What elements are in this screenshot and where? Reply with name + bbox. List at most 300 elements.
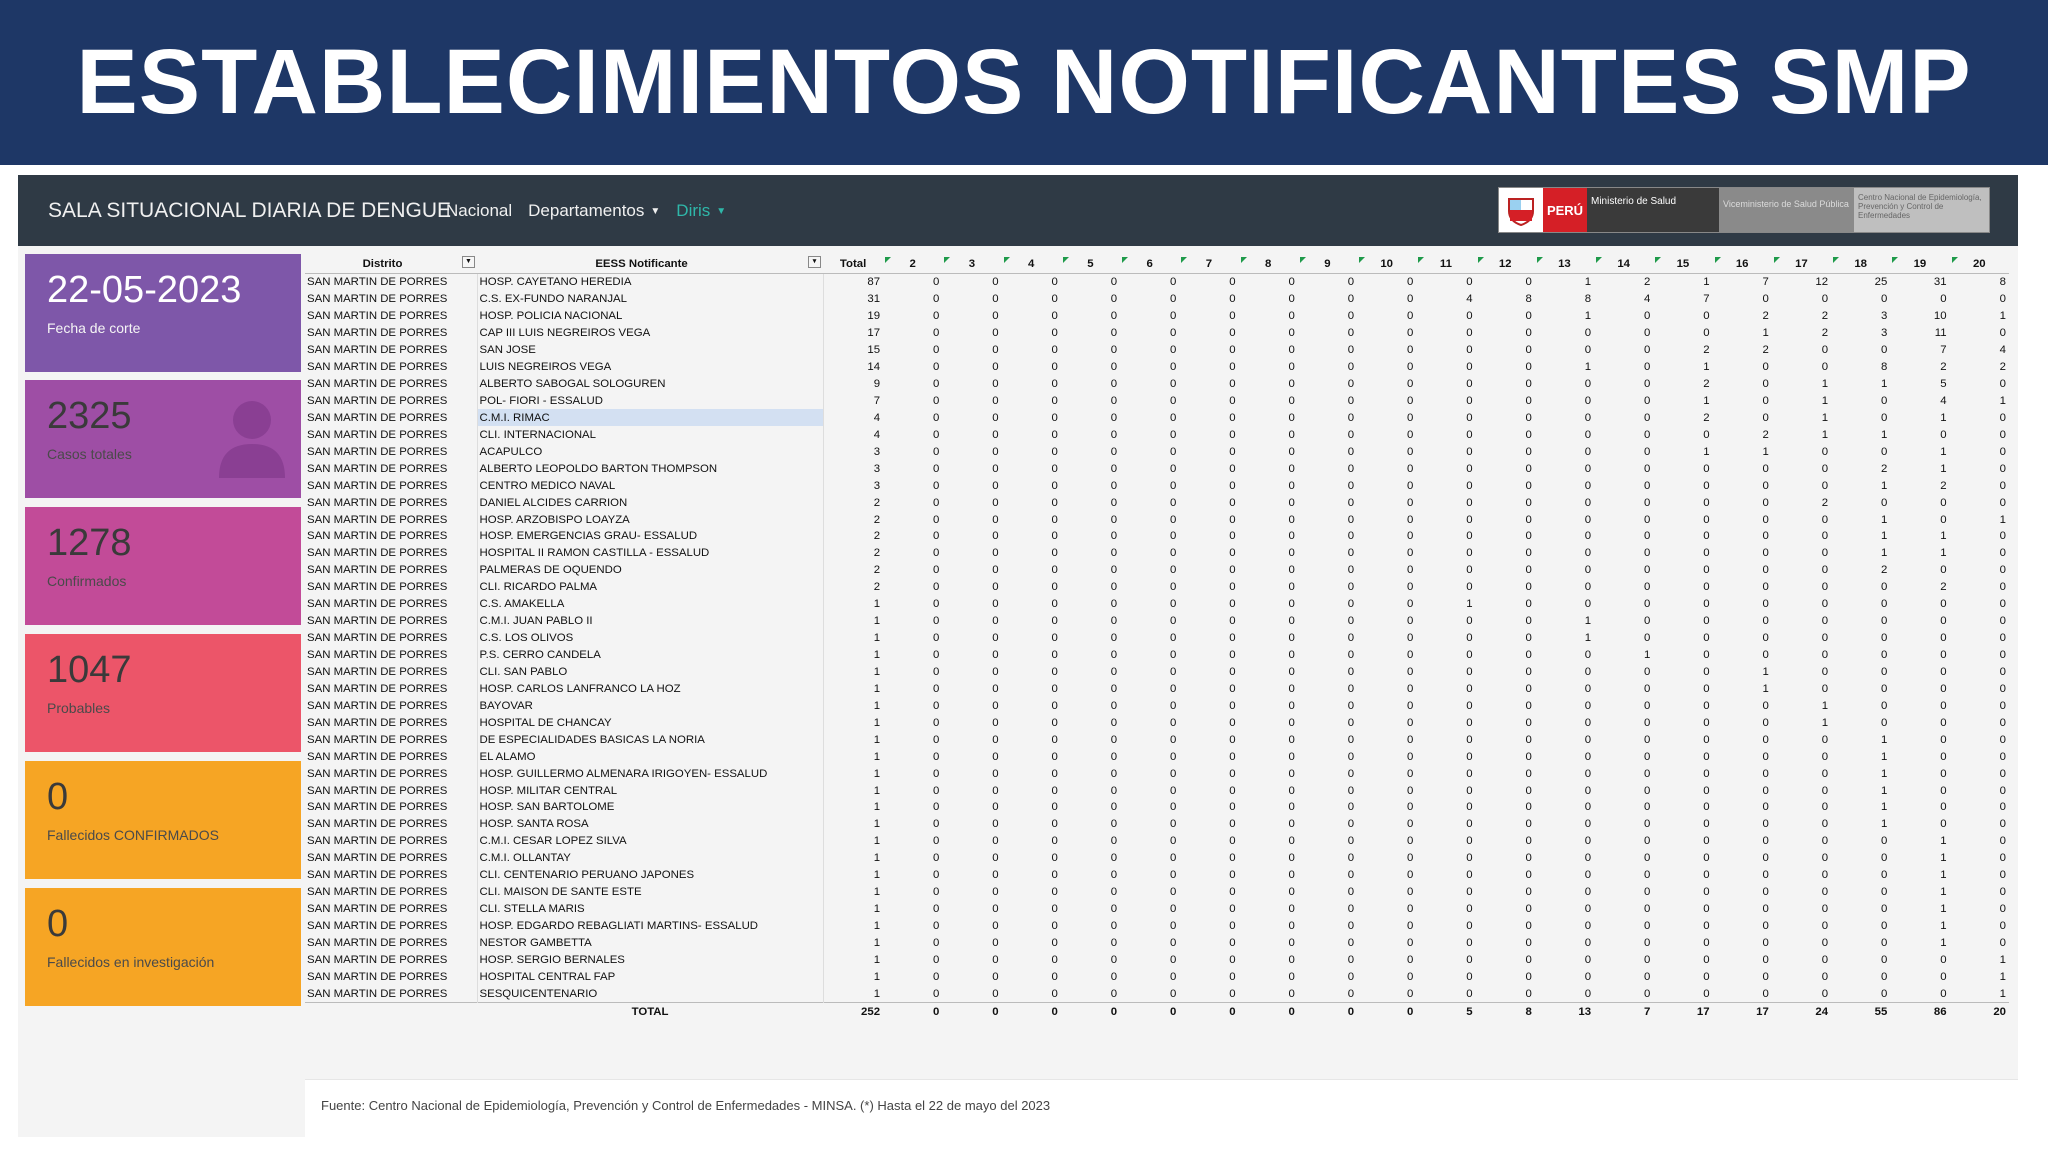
cell-total[interactable]: 1	[823, 782, 883, 799]
cell-week-value[interactable]: 7	[1940, 344, 1947, 357]
cell-week-value[interactable]: 0	[1703, 496, 1710, 509]
cell-week-value[interactable]: 0	[1229, 632, 1236, 645]
cell-week-value[interactable]: 1	[1940, 445, 1947, 458]
cell-week-value[interactable]: 1	[1880, 784, 1888, 797]
cell-week-value[interactable]: 0	[1999, 818, 2006, 831]
cell-week-value[interactable]: 0	[1288, 750, 1295, 763]
cell-week-value[interactable]: 1	[1880, 530, 1888, 543]
cell-eess[interactable]: HOSP. SANTA ROSA	[477, 816, 823, 833]
header-week[interactable]	[1061, 256, 1120, 273]
table-row[interactable]	[305, 664, 2009, 681]
table-row[interactable]	[305, 409, 2009, 426]
cell-week-value[interactable]: 0	[1584, 750, 1592, 763]
cell-week-value[interactable]: 8	[1999, 276, 2006, 289]
cell-week-value[interactable]: 0	[1288, 682, 1295, 695]
cell-week-value[interactable]: 0	[1584, 987, 1592, 1000]
cell-week-value[interactable]: 0	[1347, 615, 1355, 628]
cell-total[interactable]: 9	[823, 376, 883, 393]
cell-total[interactable]: 2	[823, 494, 883, 511]
cell-week-value[interactable]: 0	[1347, 479, 1355, 492]
cell-week-value[interactable]: 0	[1999, 462, 2006, 475]
cell-week-value[interactable]: 0	[1110, 411, 1118, 424]
cell-week-value[interactable]: 2	[1703, 344, 1710, 357]
cell-week-value[interactable]: 0	[1110, 496, 1118, 509]
cell-week-value[interactable]: 0	[1288, 903, 1295, 916]
cell-week-value[interactable]: 0	[1643, 394, 1651, 407]
cell-week-value[interactable]: 2	[1762, 428, 1769, 441]
cell-week-value[interactable]: 0	[1525, 310, 1532, 323]
table-row[interactable]	[305, 393, 2009, 410]
cell-eess[interactable]: CLI. MAISON DE SANTE ESTE	[477, 884, 823, 901]
cell-week-value[interactable]: 0	[932, 513, 940, 526]
cell-week-value[interactable]: 0	[1821, 479, 1829, 492]
cell-week-value[interactable]: 0	[1288, 462, 1295, 475]
cell-week-value[interactable]: 0	[1584, 547, 1592, 560]
cell-total[interactable]: 1	[823, 918, 883, 935]
cell-distrito[interactable]: SAN MARTIN DE PORRES	[307, 462, 448, 475]
cell-week-value[interactable]: 0	[1999, 564, 2006, 577]
cell-distrito[interactable]: SAN MARTIN DE PORRES	[307, 411, 448, 424]
cell-eess[interactable]: C.M.I. CESAR LOPEZ SILVA	[477, 833, 823, 850]
cell-week-value[interactable]: 0	[1051, 581, 1058, 594]
cell-week-value[interactable]: 0	[1051, 615, 1058, 628]
cell-week-value[interactable]: 0	[1762, 598, 1769, 611]
cell-week-value[interactable]: 0	[1110, 750, 1118, 763]
cell-week-value[interactable]: 0	[1110, 293, 1118, 306]
cell-week-value[interactable]: 0	[1110, 581, 1118, 594]
cell-week-value[interactable]: 0	[1821, 970, 1829, 983]
cell-week-value[interactable]: 0	[932, 920, 940, 933]
cell-week-value[interactable]: 0	[1110, 547, 1118, 560]
cell-week-value[interactable]: 0	[1584, 649, 1592, 662]
cell-week-value[interactable]: 1	[1940, 530, 1947, 543]
cell-week-value[interactable]: 0	[1466, 716, 1473, 729]
cell-week-value[interactable]: 0	[1466, 920, 1473, 933]
cell-week-value[interactable]: 0	[1288, 394, 1295, 407]
cell-week-value[interactable]: 0	[1288, 835, 1295, 848]
cell-week-value[interactable]: 0	[1999, 445, 2006, 458]
cell-week-value[interactable]: 1	[1940, 835, 1947, 848]
cell-week-value[interactable]: 0	[1288, 378, 1295, 391]
cell-week-value[interactable]: 4	[1643, 293, 1651, 306]
cell-week-value[interactable]: 0	[1288, 936, 1295, 949]
cell-distrito[interactable]: SAN MARTIN DE PORRES	[307, 987, 448, 1000]
cell-week-value[interactable]: 0	[1643, 411, 1651, 424]
cell-week-value[interactable]: 0	[1466, 564, 1473, 577]
cell-week-value[interactable]: 0	[1110, 361, 1118, 374]
cell-week-value[interactable]: 0	[1169, 835, 1177, 848]
cell-week-value[interactable]: 0	[1110, 344, 1118, 357]
table-row[interactable]	[305, 680, 2009, 697]
cell-week-value[interactable]: 0	[1584, 970, 1592, 983]
cell-week-value[interactable]: 0	[1643, 615, 1651, 628]
cell-week-value[interactable]: 0	[1821, 649, 1829, 662]
cell-distrito[interactable]: SAN MARTIN DE PORRES	[307, 818, 448, 831]
cell-week-value[interactable]: 0	[1525, 852, 1532, 865]
cell-week-value[interactable]: 0	[1406, 547, 1414, 560]
cell-week-value[interactable]: 10	[1933, 310, 1947, 323]
cell-week-value[interactable]: 0	[1525, 598, 1532, 611]
cell-week-value[interactable]: 0	[1110, 936, 1118, 949]
cell-week-value[interactable]: 0	[932, 750, 940, 763]
cell-week-value[interactable]: 0	[992, 987, 999, 1000]
cell-week-value[interactable]: 0	[1999, 801, 2006, 814]
cell-week-value[interactable]: 0	[1643, 547, 1651, 560]
cell-week-value[interactable]: 0	[1051, 818, 1058, 831]
cell-week-value[interactable]: 0	[1051, 361, 1058, 374]
cell-week-value[interactable]: 0	[1762, 632, 1769, 645]
table-row[interactable]	[305, 494, 2009, 511]
cell-week-value[interactable]: 0	[1821, 886, 1829, 899]
cell-week-value[interactable]: 0	[1643, 361, 1651, 374]
cell-distrito[interactable]: SAN MARTIN DE PORRES	[307, 344, 448, 357]
cell-week-value[interactable]: 0	[932, 394, 940, 407]
cell-eess[interactable]: C.M.I. OLLANTAY	[477, 850, 823, 867]
cell-week-value[interactable]: 0	[1110, 479, 1118, 492]
cell-week-value[interactable]: 0	[1288, 530, 1295, 543]
cell-eess[interactable]: C.M.I. JUAN PABLO II	[477, 613, 823, 630]
cell-week-value[interactable]: 1	[1940, 903, 1947, 916]
cell-week-value[interactable]: 0	[1051, 394, 1058, 407]
cell-week-value[interactable]: 0	[932, 886, 940, 899]
cell-week-value[interactable]: 0	[1643, 378, 1651, 391]
cell-week-value[interactable]: 0	[1169, 801, 1177, 814]
cell-week-value[interactable]: 0	[1051, 869, 1058, 882]
cell-eess[interactable]: ALBERTO SABOGAL SOLOGUREN	[477, 376, 823, 393]
cell-week-value[interactable]: 1	[1880, 801, 1888, 814]
cell-week-value[interactable]: 25	[1874, 276, 1888, 289]
cell-eess[interactable]: CLI. STELLA MARIS	[477, 901, 823, 918]
cell-week-value[interactable]: 0	[1466, 970, 1473, 983]
cell-week-value[interactable]: 0	[932, 784, 940, 797]
cell-week-value[interactable]: 0	[1051, 462, 1058, 475]
cell-week-value[interactable]: 0	[1584, 479, 1592, 492]
cell-week-value[interactable]: 0	[1703, 513, 1710, 526]
cell-total[interactable]: 1	[823, 697, 883, 714]
cell-week-value[interactable]: 0	[1169, 378, 1177, 391]
cell-week-value[interactable]: 0	[1347, 344, 1355, 357]
cell-week-value[interactable]: 0	[1288, 513, 1295, 526]
cell-total[interactable]: 1	[823, 765, 883, 782]
cell-week-value[interactable]: 0	[1229, 665, 1236, 678]
table-row[interactable]	[305, 308, 2009, 325]
cell-distrito[interactable]: SAN MARTIN DE PORRES	[307, 649, 448, 662]
cell-eess[interactable]: ALBERTO LEOPOLDO BARTON THOMPSON	[477, 460, 823, 477]
cell-week-value[interactable]: 0	[1821, 767, 1829, 780]
cell-week-value[interactable]: 0	[1762, 479, 1769, 492]
cell-distrito[interactable]: SAN MARTIN DE PORRES	[307, 953, 448, 966]
cell-week-value[interactable]: 0	[1288, 784, 1295, 797]
cell-week-value[interactable]: 1	[1880, 818, 1888, 831]
cell-week-value[interactable]: 0	[932, 547, 940, 560]
cell-week-value[interactable]: 0	[1347, 428, 1355, 441]
cell-week-value[interactable]: 0	[1406, 818, 1414, 831]
cell-week-value[interactable]: 0	[1051, 665, 1058, 678]
cell-week-value[interactable]: 0	[1406, 767, 1414, 780]
cell-week-value[interactable]: 0	[1703, 716, 1710, 729]
cell-week-value[interactable]: 0	[1703, 920, 1710, 933]
cell-week-value[interactable]: 0	[992, 818, 999, 831]
cell-week-value[interactable]: 0	[1643, 903, 1651, 916]
table-row[interactable]	[305, 613, 2009, 630]
cell-total[interactable]: 1	[823, 748, 883, 765]
cell-week-value[interactable]: 1	[1821, 699, 1829, 712]
cell-week-value[interactable]: 0	[1347, 293, 1355, 306]
cell-week-value[interactable]: 1	[1940, 936, 1947, 949]
cell-week-value[interactable]: 0	[1999, 936, 2006, 949]
cell-week-value[interactable]: 0	[932, 767, 940, 780]
cell-week-value[interactable]: 0	[1525, 869, 1532, 882]
cell-week-value[interactable]: 0	[1466, 936, 1473, 949]
cell-week-value[interactable]: 0	[1347, 903, 1355, 916]
cell-week-value[interactable]: 0	[1525, 462, 1532, 475]
cell-week-value[interactable]: 0	[1525, 479, 1532, 492]
cell-week-value[interactable]: 0	[1525, 801, 1532, 814]
cell-week-value[interactable]: 0	[1880, 716, 1888, 729]
cell-week-value[interactable]: 0	[932, 615, 940, 628]
cell-week-value[interactable]: 0	[1940, 682, 1947, 695]
cell-week-value[interactable]: 0	[1288, 445, 1295, 458]
cell-week-value[interactable]: 0	[1406, 987, 1414, 1000]
cell-week-value[interactable]: 0	[1288, 310, 1295, 323]
cell-week-value[interactable]: 0	[1762, 513, 1769, 526]
cell-week-value[interactable]: 0	[1347, 327, 1355, 340]
cell-week-value[interactable]: 1	[1821, 378, 1829, 391]
cell-eess[interactable]: HOSPITAL II RAMON CASTILLA - ESSALUD	[477, 545, 823, 562]
cell-week-value[interactable]: 0	[1051, 716, 1058, 729]
cell-week-value[interactable]: 0	[1940, 513, 1947, 526]
cell-week-value[interactable]: 0	[1169, 665, 1177, 678]
cell-eess[interactable]: CLI. SAN PABLO	[477, 664, 823, 681]
cell-week-value[interactable]: 0	[1229, 276, 1236, 289]
cell-week-value[interactable]: 0	[1051, 276, 1058, 289]
cell-week-value[interactable]: 1	[1940, 411, 1947, 424]
cell-week-value[interactable]: 1	[1880, 767, 1888, 780]
cell-week-value[interactable]: 0	[1169, 767, 1177, 780]
cell-week-value[interactable]: 0	[1821, 293, 1829, 306]
cell-week-value[interactable]: 0	[1525, 632, 1532, 645]
table-row[interactable]	[305, 545, 2009, 562]
cell-week-value[interactable]: 0	[1169, 479, 1177, 492]
table-row[interactable]	[305, 477, 2009, 494]
cell-week-value[interactable]: 0	[1880, 411, 1888, 424]
cell-week-value[interactable]: 1	[1880, 428, 1888, 441]
cell-distrito[interactable]: SAN MARTIN DE PORRES	[307, 801, 448, 814]
cell-week-value[interactable]: 0	[1762, 936, 1769, 949]
cell-distrito[interactable]: SAN MARTIN DE PORRES	[307, 869, 448, 882]
cell-week-value[interactable]: 0	[1406, 801, 1414, 814]
cell-week-value[interactable]: 0	[992, 936, 999, 949]
cell-week-value[interactable]: 0	[1999, 699, 2006, 712]
cell-week-value[interactable]: 0	[1229, 767, 1236, 780]
cell-week-value[interactable]: 12	[1815, 276, 1829, 289]
cell-week-value[interactable]: 0	[1229, 970, 1236, 983]
cell-week-value[interactable]: 0	[1288, 293, 1295, 306]
cell-week-value[interactable]: 0	[1643, 462, 1651, 475]
cell-week-value[interactable]: 0	[1584, 733, 1592, 746]
cell-week-value[interactable]: 0	[1347, 394, 1355, 407]
cell-total[interactable]: 1	[823, 647, 883, 664]
cell-week-value[interactable]: 0	[932, 361, 940, 374]
table-row[interactable]	[305, 342, 2009, 359]
cell-week-value[interactable]: 2	[1821, 310, 1829, 323]
cell-week-value[interactable]: 0	[932, 852, 940, 865]
cell-week-value[interactable]: 0	[1347, 598, 1355, 611]
cell-week-value[interactable]: 0	[1525, 564, 1532, 577]
cell-week-value[interactable]: 0	[1762, 699, 1769, 712]
cell-week-value[interactable]: 0	[1229, 953, 1236, 966]
cell-week-value[interactable]: 0	[1999, 479, 2006, 492]
cell-week-value[interactable]: 0	[1466, 869, 1473, 882]
cell-week-value[interactable]: 2	[1703, 378, 1710, 391]
cell-week-value[interactable]: 0	[1466, 394, 1473, 407]
cell-week-value[interactable]: 0	[1880, 445, 1888, 458]
table-row[interactable]	[305, 511, 2009, 528]
cell-eess[interactable]: HOSPITAL DE CHANCAY	[477, 714, 823, 731]
cell-week-value[interactable]: 0	[1051, 547, 1058, 560]
cell-week-value[interactable]: 0	[1051, 886, 1058, 899]
table-row[interactable]	[305, 460, 2009, 477]
cell-week-value[interactable]: 0	[1703, 987, 1710, 1000]
cell-week-value[interactable]: 0	[1288, 547, 1295, 560]
cell-week-value[interactable]: 0	[1229, 852, 1236, 865]
cell-week-value[interactable]: 0	[1110, 818, 1118, 831]
cell-week-value[interactable]: 0	[1940, 716, 1947, 729]
cell-week-value[interactable]: 0	[1288, 496, 1295, 509]
cell-distrito[interactable]: SAN MARTIN DE PORRES	[307, 716, 448, 729]
cell-week-value[interactable]: 0	[1169, 886, 1177, 899]
cell-week-value[interactable]: 0	[1821, 750, 1829, 763]
cell-week-value[interactable]: 0	[1051, 293, 1058, 306]
cell-eess[interactable]: CLI. INTERNACIONAL	[477, 426, 823, 443]
cell-week-value[interactable]: 0	[1229, 818, 1236, 831]
cell-week-value[interactable]: 0	[1110, 733, 1118, 746]
cell-week-value[interactable]: 0	[1940, 801, 1947, 814]
cell-total[interactable]: 2	[823, 579, 883, 596]
cell-week-value[interactable]: 1	[1940, 869, 1947, 882]
cell-week-value[interactable]: 0	[1229, 310, 1236, 323]
cell-week-value[interactable]: 0	[992, 598, 999, 611]
cell-week-value[interactable]: 0	[1229, 564, 1236, 577]
cell-week-value[interactable]: 0	[1643, 784, 1651, 797]
cell-week-value[interactable]: 0	[1762, 869, 1769, 882]
cell-week-value[interactable]: 0	[1169, 293, 1177, 306]
cell-distrito[interactable]: SAN MARTIN DE PORRES	[307, 970, 448, 983]
table-row[interactable]	[305, 273, 2009, 290]
cell-week-value[interactable]: 0	[1703, 428, 1710, 441]
cell-eess[interactable]: HOSP. MILITAR CENTRAL	[477, 782, 823, 799]
cell-week-value[interactable]: 0	[1406, 513, 1414, 526]
cell-week-value[interactable]: 0	[1762, 293, 1769, 306]
cell-week-value[interactable]: 1	[1940, 886, 1947, 899]
cell-week-value[interactable]: 0	[1466, 327, 1473, 340]
cell-week-value[interactable]: 1	[1703, 445, 1710, 458]
cell-week-value[interactable]: 0	[1999, 547, 2006, 560]
header-week[interactable]	[1002, 256, 1061, 273]
cell-week-value[interactable]: 0	[1051, 750, 1058, 763]
cell-week-value[interactable]: 0	[1821, 818, 1829, 831]
header-week[interactable]	[1298, 256, 1357, 273]
header-week[interactable]	[1120, 256, 1179, 273]
cell-week-value[interactable]: 0	[1229, 716, 1236, 729]
cell-week-value[interactable]: 0	[1703, 699, 1710, 712]
cell-total[interactable]: 7	[823, 393, 883, 410]
cell-week-value[interactable]: 0	[1051, 987, 1058, 1000]
cell-week-value[interactable]: 0	[1821, 581, 1829, 594]
cell-week-value[interactable]: 0	[1999, 293, 2006, 306]
cell-week-value[interactable]: 0	[1229, 699, 1236, 712]
cell-week-value[interactable]: 0	[1169, 953, 1177, 966]
table-row[interactable]	[305, 985, 2009, 1002]
cell-week-value[interactable]: 0	[1288, 581, 1295, 594]
cell-week-value[interactable]: 0	[1525, 665, 1532, 678]
cell-week-value[interactable]: 0	[1762, 564, 1769, 577]
cell-week-value[interactable]: 0	[1406, 649, 1414, 662]
cell-week-value[interactable]: 0	[1406, 462, 1414, 475]
cell-week-value[interactable]: 0	[1288, 920, 1295, 933]
cell-week-value[interactable]: 0	[1762, 581, 1769, 594]
cell-week-value[interactable]: 0	[1466, 733, 1473, 746]
nav-nacional[interactable]: Nacional	[446, 201, 513, 220]
cell-week-value[interactable]: 0	[1703, 970, 1710, 983]
cell-week-value[interactable]: 0	[1940, 665, 1947, 678]
cell-week-value[interactable]: 0	[1466, 530, 1473, 543]
cell-week-value[interactable]: 0	[1762, 852, 1769, 865]
cell-week-value[interactable]: 0	[932, 953, 940, 966]
cell-week-value[interactable]: 0	[1466, 903, 1473, 916]
header-week[interactable]	[1772, 256, 1831, 273]
cell-week-value[interactable]: 0	[1999, 665, 2006, 678]
cell-total[interactable]: 1	[823, 850, 883, 867]
cell-week-value[interactable]: 0	[1703, 784, 1710, 797]
cell-week-value[interactable]: 1	[1703, 276, 1710, 289]
header-week[interactable]	[1950, 256, 2009, 273]
cell-week-value[interactable]: 0	[1169, 581, 1177, 594]
cell-week-value[interactable]: 0	[1051, 733, 1058, 746]
cell-week-value[interactable]: 0	[1466, 411, 1473, 424]
cell-total[interactable]: 1	[823, 613, 883, 630]
cell-week-value[interactable]: 0	[1643, 665, 1651, 678]
cell-week-value[interactable]: 0	[1110, 513, 1118, 526]
cell-week-value[interactable]: 0	[1466, 649, 1473, 662]
cell-week-value[interactable]: 0	[1288, 699, 1295, 712]
cell-week-value[interactable]: 0	[1584, 513, 1592, 526]
cell-week-value[interactable]: 0	[992, 361, 999, 374]
cell-week-value[interactable]: 0	[1999, 869, 2006, 882]
cell-week-value[interactable]: 0	[1347, 869, 1355, 882]
cell-week-value[interactable]: 0	[1347, 445, 1355, 458]
cell-week-value[interactable]: 1	[1703, 361, 1710, 374]
cell-week-value[interactable]: 1	[1584, 361, 1592, 374]
table-row[interactable]	[305, 528, 2009, 545]
cell-eess[interactable]: SAN JOSE	[477, 342, 823, 359]
cell-week-value[interactable]: 0	[1821, 564, 1829, 577]
cell-week-value[interactable]: 0	[1703, 733, 1710, 746]
cell-eess[interactable]: EL ALAMO	[477, 748, 823, 765]
cell-week-value[interactable]: 0	[1051, 327, 1058, 340]
cell-week-value[interactable]: 0	[1525, 886, 1532, 899]
cell-week-value[interactable]: 0	[932, 936, 940, 949]
cell-week-value[interactable]: 0	[992, 496, 999, 509]
cell-week-value[interactable]: 0	[1643, 344, 1651, 357]
cell-week-value[interactable]: 0	[1643, 716, 1651, 729]
cell-week-value[interactable]: 0	[1999, 767, 2006, 780]
cell-eess[interactable]: PALMERAS DE OQUENDO	[477, 562, 823, 579]
cell-week-value[interactable]: 0	[1821, 987, 1829, 1000]
cell-eess[interactable]: DE ESPECIALIDADES BASICAS LA NORIA	[477, 731, 823, 748]
cell-week-value[interactable]: 0	[1466, 852, 1473, 865]
cell-week-value[interactable]: 0	[992, 581, 999, 594]
